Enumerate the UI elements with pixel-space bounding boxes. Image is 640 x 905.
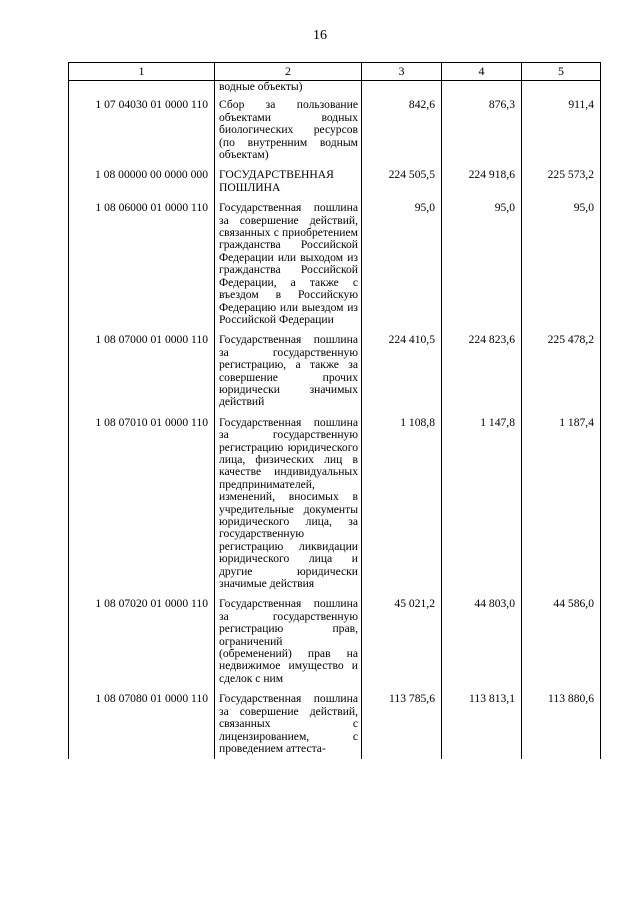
value-col-4: 44 803,0: [442, 594, 522, 689]
column-header-2: 2: [215, 63, 362, 81]
table-row: [69, 95, 601, 165]
table-row: [69, 165, 601, 198]
budget-code: 1 08 06000 01 0000 110: [69, 198, 215, 330]
value-col-3: 224 505,5: [362, 165, 442, 198]
value-col-4: 1 147,8: [442, 413, 522, 595]
value-col-5: 911,4: [522, 95, 601, 165]
budget-code: 1 07 04030 01 0000 110: [69, 95, 215, 165]
budget-table: [68, 62, 601, 759]
page-number: 16: [313, 28, 327, 43]
value-col-4: 113 813,1: [442, 689, 522, 759]
column-header-3: 3: [362, 63, 442, 81]
value-col-3: 1 108,8: [362, 413, 442, 595]
value-col-4: 876,3: [442, 95, 522, 165]
continuation-text: водные объекты): [215, 81, 362, 96]
item-name: Государственная пошлина за государственную регистрацию прав, ограничений (обременений) прав на недвижимое имущество и сделок с ним: [215, 594, 362, 689]
table-row: [69, 330, 601, 412]
budget-code: 1 08 07000 01 0000 110: [69, 330, 215, 412]
value-col-3: 45 021,2: [362, 594, 442, 689]
table-row: [69, 689, 601, 759]
item-name: Государственная пошлина за государственную регистрацию юридического лица, физических лиц в качестве индивидуальных предпринимателей, изменений, вносимых в учредительные документы юридического лица, за государственную регистрацию ликвидации юридического лица и другие юридически значимые действия: [215, 413, 362, 595]
column-header-4: 4: [442, 63, 522, 81]
item-name: ГОСУДАРСТВЕННАЯ ПОШЛИНА: [215, 165, 362, 198]
table-row: [69, 594, 601, 689]
table-header-row: [69, 63, 601, 81]
value-col-3: 95,0: [362, 198, 442, 330]
column-header-5: 5: [522, 63, 601, 81]
item-name: Государственная пошлина за государственную регистрацию, а также за совершение прочих юридически значимых действий: [215, 330, 362, 412]
budget-code: 1 08 00000 00 0000 000: [69, 165, 215, 198]
value-col-4: 95,0: [442, 198, 522, 330]
table-row: [69, 413, 601, 595]
value-col-3: 842,6: [362, 95, 442, 165]
budget-code: 1 08 07010 01 0000 110: [69, 413, 215, 595]
value-col-5: 95,0: [522, 198, 601, 330]
column-header-1: 1: [69, 63, 215, 81]
value-col-5: 113 880,6: [522, 689, 601, 759]
value-col-5: 225 478,2: [522, 330, 601, 412]
value-col-5: 1 187,4: [522, 413, 601, 595]
value-col-5: 44 586,0: [522, 594, 601, 689]
value-col-3: 224 410,5: [362, 330, 442, 412]
item-name: Государственная пошлина за совершение действий, связанных с лицензированием, с проведением аттеста-: [215, 689, 362, 759]
value-col-5: 225 573,2: [522, 165, 601, 198]
budget-code: 1 08 07080 01 0000 110: [69, 689, 215, 759]
item-name: Государственная пошлина за совершение действий, связанных с приобретением гражданства Российской Федерации или выходом из гражданства Российской Федерации, а также с въездом в Российскую Федерацию или выездом из Российской Федерации: [215, 198, 362, 330]
value-col-4: 224 918,6: [442, 165, 522, 198]
value-col-3: 113 785,6: [362, 689, 442, 759]
item-name: Сбор за пользование объектами водных биологических ресурсов (по внутренним водным объектам): [215, 95, 362, 165]
table-row: [69, 198, 601, 330]
continuation-row: [69, 81, 601, 96]
value-col-4: 224 823,6: [442, 330, 522, 412]
budget-code: 1 08 07020 01 0000 110: [69, 594, 215, 689]
